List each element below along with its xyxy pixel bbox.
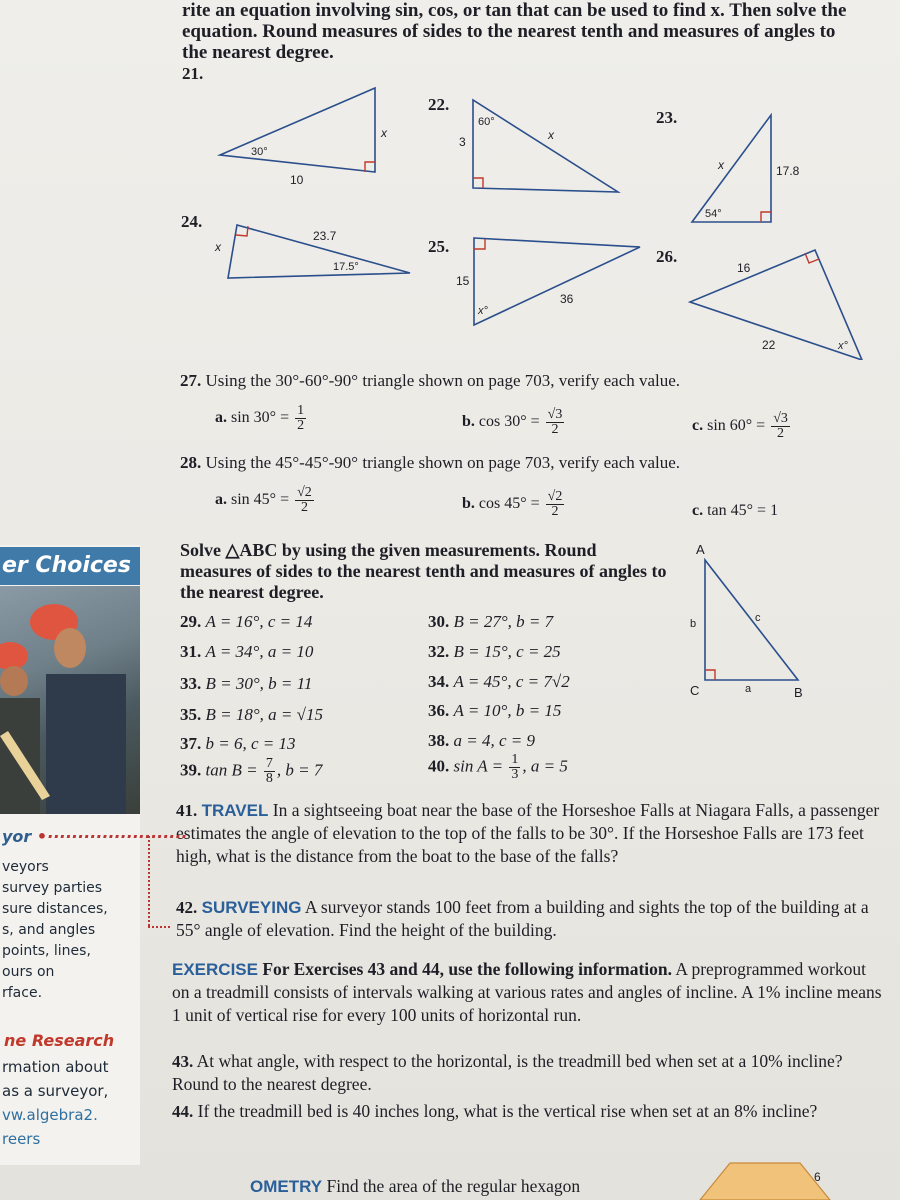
figure-21-angle: 30° bbox=[251, 146, 268, 158]
part-label: c. bbox=[692, 502, 704, 519]
expression: sin 45° = bbox=[231, 491, 290, 509]
part-label: a. bbox=[215, 409, 227, 427]
problem-32: 32. B = 15°, c = 25 bbox=[428, 642, 561, 661]
figure-24-x: x bbox=[215, 240, 221, 254]
part-label: c. bbox=[692, 417, 704, 435]
problem-40: 40. sin A = $\frac{1}{3}$ , a = 5 bbox=[428, 752, 568, 782]
problem-30: 30. B = 27°, b = 7 bbox=[428, 612, 554, 631]
figure-25-angle: x° bbox=[478, 305, 488, 317]
figure-23-angle: 54° bbox=[705, 208, 722, 220]
surveyor-photo bbox=[0, 586, 140, 814]
dotted-connector-horizontal bbox=[148, 926, 170, 928]
career-choices-banner: er Choices bbox=[0, 547, 140, 585]
side-a-label: a bbox=[745, 683, 752, 695]
expression: sin 60° = bbox=[707, 417, 766, 435]
expression: cos 30° = bbox=[478, 413, 540, 431]
vertex-a-label: A bbox=[696, 542, 705, 557]
figure-22-number: 22. bbox=[428, 95, 450, 114]
keyword-exercise: EXERCISE bbox=[172, 960, 258, 979]
problem-33: 33. B = 30°, b = 11 bbox=[180, 674, 313, 693]
problem-36: 36. A = 10°, b = 15 bbox=[428, 701, 562, 720]
keyword-surveying: SURVEYING bbox=[201, 898, 302, 917]
triangle-abc-figure bbox=[680, 540, 820, 710]
figure-25-hyp: 36 bbox=[560, 292, 574, 306]
problem-41: 41. TRAVEL In a sightseeing boat near the base of the Horseshoe Falls at Niagara Falls, a passenger estimates the angle of elevation to the top of the falls to be 30°. If the Horseshoe Falls are 173 feet high, what is the distance from the boat to the base of the falls? bbox=[176, 800, 880, 866]
problem-37: 37. b = 6, c = 13 bbox=[180, 734, 296, 753]
figure-22-side: 3 bbox=[459, 135, 466, 149]
problem-number: 28. bbox=[180, 453, 202, 472]
figure-24-hyp: 23.7 bbox=[313, 229, 337, 243]
fraction: $\frac{7}{8}$ bbox=[265, 756, 273, 786]
fraction: $\frac{1}{3}$ bbox=[511, 752, 519, 782]
triangle-figures bbox=[0, 0, 900, 360]
figure-21 bbox=[220, 88, 375, 172]
figure-26-angle: x° bbox=[838, 340, 848, 352]
problem-27 bbox=[180, 370, 880, 392]
problem-44: 44. If the treadmill bed is 40 inches long, what is the vertical rise when set at an 8% incline? bbox=[172, 1101, 818, 1121]
online-research-heading: ne Research bbox=[4, 1031, 115, 1050]
fraction: $\frac{√2}{2}$ bbox=[547, 489, 563, 519]
figure-24-angle: 17.5° bbox=[333, 261, 359, 273]
problem-38: 38. a = 4, c = 9 bbox=[428, 731, 535, 750]
online-research-text: rmation about as a surveyor, vw.algebra2. reers bbox=[2, 1055, 140, 1151]
problem-35: 35. B = 18°, a = √15 bbox=[180, 705, 323, 724]
problem-28 bbox=[180, 452, 880, 474]
problem-45-partial: OMETRY Find the area of the regular hexagon bbox=[250, 1176, 581, 1196]
fraction: $\frac{1}{2}$ bbox=[297, 403, 305, 433]
figure-26-hyp: 22 bbox=[762, 338, 776, 352]
figure-23-side: 17.8 bbox=[776, 164, 800, 178]
vertex-b-label: B bbox=[794, 685, 803, 700]
figure-23-x: x bbox=[718, 158, 724, 172]
figure-22-angle: 60° bbox=[478, 116, 495, 128]
figure-21-base: 10 bbox=[290, 173, 304, 187]
figure-23 bbox=[692, 115, 771, 222]
dotted-connector bbox=[148, 836, 152, 926]
figure-24-number: 24. bbox=[181, 212, 203, 231]
hexagon-side-label: 6 bbox=[814, 1170, 821, 1184]
solve-triangle-instructions: Solve △ABC by using the given measurements. Round measures of sides to the nearest tenth and measures of angles to the nearest degree. bbox=[180, 540, 667, 602]
research-link-cont[interactable]: reers bbox=[2, 1130, 41, 1148]
problem-39: 39. tan B = $\frac{7}{8}$ , b = 7 bbox=[180, 756, 323, 786]
figure-26-side: 16 bbox=[737, 261, 751, 275]
fraction: $\frac{√2}{2}$ bbox=[297, 485, 312, 515]
fraction: $\frac{√3}{2}$ bbox=[547, 407, 563, 437]
part-label: b. bbox=[462, 495, 475, 513]
vertex-c-label: C bbox=[690, 683, 700, 698]
part-label: b. bbox=[462, 413, 475, 431]
problem-number: 27. bbox=[180, 371, 202, 390]
keyword-geometry: OMETRY bbox=[250, 1177, 323, 1196]
keyword-travel: TRAVEL bbox=[201, 801, 269, 820]
surveyor-description: veyors survey parties sure distances, s, and angles points, lines, ours on rface. bbox=[2, 859, 108, 1001]
problem-29: 29. A = 16°, c = 14 bbox=[180, 612, 313, 631]
expression: sin 30° = bbox=[231, 409, 290, 427]
figure-26 bbox=[690, 250, 862, 360]
figure-22-x: x bbox=[548, 128, 554, 142]
problem-text: Using the 30°-60°-90° triangle shown on page 703, verify each value. bbox=[205, 371, 681, 390]
figure-25-side: 15 bbox=[456, 274, 470, 288]
figure-21-x: x bbox=[381, 126, 387, 140]
problem-28c bbox=[692, 502, 778, 520]
problem-28b bbox=[462, 490, 566, 519]
exercise-instructions: rite an equation involving sin, cos, or tan that can be used to find x. Then solve the equation. Round measures of sides to the nearest tenth and measures of angles to the nearest degree. bbox=[182, 0, 847, 63]
fraction: $\frac{√3}{2}$ bbox=[773, 411, 788, 441]
figure-23-number: 23. bbox=[656, 108, 678, 127]
expression: tan 45° = 1 bbox=[707, 502, 779, 519]
part-label: a. bbox=[215, 491, 227, 509]
surveyor-heading: yor •······················· bbox=[2, 827, 187, 846]
problem-31: 31. A = 34°, a = 10 bbox=[180, 642, 314, 661]
side-b-label: b bbox=[690, 618, 697, 630]
figure-26-number: 26. bbox=[656, 247, 678, 266]
problem-28a bbox=[215, 486, 316, 515]
figure-25 bbox=[474, 238, 640, 325]
side-c-label: c bbox=[755, 612, 761, 624]
problem-34: 34. A = 45°, c = 7√2 bbox=[428, 672, 570, 691]
exercise-info: EXERCISE For Exercises 43 and 44, use the following information. A preprogrammed workout on a treadmill consists of intervals walking at various rates and angles of incline. A 1% incline means 1 unit of vertical rise for every 100 units of horizontal run. bbox=[172, 959, 882, 1025]
problem-27c bbox=[692, 412, 792, 441]
problem-42: 42. SURVEYING A surveyor stands 100 feet from a building and sights the top of the building at a 55° angle of elevation. Find the height of the building. bbox=[176, 897, 869, 940]
figure-22 bbox=[473, 100, 618, 192]
problem-27b bbox=[462, 408, 566, 437]
problem-43: 43. At what angle, with respect to the horizontal, is the treadmill bed when set at a 10% incline? Round to the nearest degree. bbox=[172, 1051, 843, 1094]
expression: cos 45° = bbox=[478, 495, 540, 513]
research-link[interactable]: vw.algebra2. bbox=[2, 1106, 98, 1124]
figure-21-number: 21. bbox=[182, 64, 204, 83]
problem-27a bbox=[215, 404, 308, 433]
problem-text: Using the 45°-45°-90° triangle shown on page 703, verify each value. bbox=[205, 453, 681, 472]
figure-25-number: 25. bbox=[428, 237, 450, 256]
